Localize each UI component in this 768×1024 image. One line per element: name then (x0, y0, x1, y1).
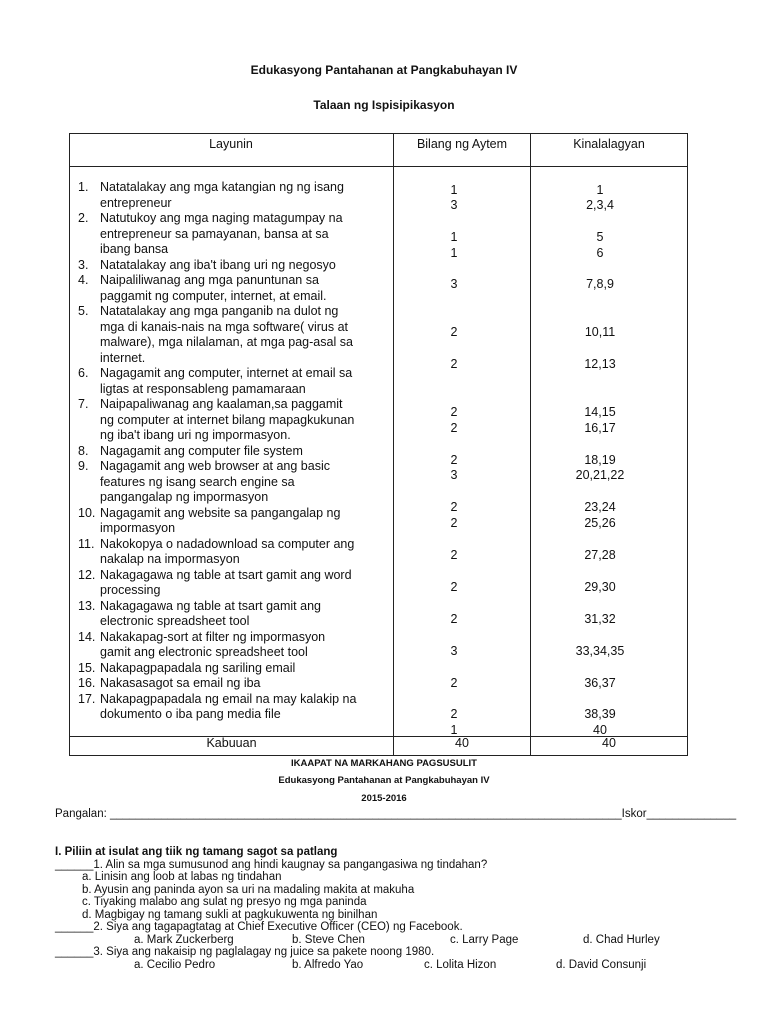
objective-text-line: mga di kanais-nais na mga software( virus at (100, 319, 349, 334)
objective-item (78, 661, 396, 677)
question-2-choice-c: c. Larry Page (450, 934, 519, 946)
question-3-choice-b: b. Alfredo Yao (292, 959, 364, 971)
objective-number: 10. (78, 505, 96, 520)
objective-item (78, 676, 396, 692)
question-2-choice-b: b. Steve Chen (292, 934, 365, 946)
item-count: 3 (450, 277, 458, 291)
objective-text-line: Nagagamit ang computer file system (100, 443, 303, 458)
objective-number: 14. (78, 629, 96, 644)
column-header-layunin: Layunin (209, 137, 253, 151)
item-location: 23,24 (584, 500, 616, 514)
objective-text-line: electronic spreadsheet tool (100, 614, 250, 628)
objective-number: 9. (78, 459, 89, 473)
table-border-right (687, 133, 688, 756)
objective-text-line: processing (100, 583, 161, 597)
objective-number: 13. (78, 598, 96, 613)
question-3-choice-c: c. Lolita Hizon (424, 959, 497, 971)
question-2-choice-a: a. Mark Zuckerberg (134, 934, 234, 946)
objective-item (78, 537, 396, 568)
objective-item (78, 444, 396, 460)
item-location: 31,32 (584, 612, 616, 626)
question-2: ______2. Siya ang tagapagtatag at Chief Executive Officer (CEO) ng Facebook. (55, 921, 463, 933)
item-count: 3 (450, 468, 458, 482)
objective-number: 6. (78, 366, 89, 380)
item-location: 40 (593, 723, 607, 737)
objective-item (78, 692, 396, 723)
table-border-top (69, 133, 688, 134)
objective-number: 16. (78, 676, 96, 690)
item-count: 3 (450, 198, 458, 212)
exam-subject: Edukasyong Pantahanan at Pangkabuhayan IV (278, 775, 490, 786)
item-count: 2 (450, 707, 458, 721)
item-count: 3 (450, 644, 458, 658)
objective-text-line: ng iba't ibang uri ng impormasyon. (100, 428, 291, 442)
objective-item (78, 459, 396, 506)
document-subtitle: Talaan ng Ispisipikasyon (313, 98, 455, 112)
item-count: 1 (450, 183, 458, 197)
objective-text-line: entrepreneur (100, 195, 172, 210)
item-count: 2 (450, 405, 458, 419)
item-count: 2 (450, 453, 458, 467)
objective-item (78, 304, 396, 366)
objective-text-line: Nakapagpapadala ng email na may kalakip na (100, 691, 357, 706)
item-location: 10,11 (584, 325, 616, 339)
item-location: 18,19 (584, 453, 616, 467)
item-count: 1 (450, 723, 458, 737)
objective-text-line: Nagagamit ang website sa pangangalap ng (100, 505, 341, 520)
item-location: 6 (596, 246, 604, 260)
objective-text-line: ligtas at responsableng pamamaraan (100, 381, 306, 396)
item-location: 16,17 (584, 421, 616, 435)
question-3-choice-a: a. Cecilio Pedro (134, 959, 216, 971)
objective-text-line: paggamit ng computer, internet, at email. (100, 288, 327, 303)
objective-text-line: nakalap na impormasyon (100, 552, 240, 566)
exam-heading: IKAAPAT NA MARKAHANG PAGSUSULIT (291, 758, 477, 769)
item-location: 33,34,35 (575, 644, 625, 658)
table-header-divider (69, 166, 688, 167)
objective-item (78, 506, 396, 537)
objective-item (78, 568, 396, 599)
objective-number: 3. (78, 257, 89, 272)
item-location: 1 (596, 183, 604, 197)
column-header-kinalalagyan: Kinalalagyan (573, 137, 645, 151)
table-col-divider-2 (530, 133, 531, 756)
objective-number: 7. (78, 397, 89, 411)
item-location: 25,26 (584, 516, 616, 530)
question-1-choice-b: b. Ayusin ang paninda ayon sa uri na madaling makita at makuha (82, 884, 415, 896)
total-location: 40 (602, 736, 616, 750)
objective-text-line: malware), mga nilalaman, at mga pag-asal sa (100, 335, 353, 349)
document-title: Edukasyong Pantahanan at Pangkabuhayan IV (250, 63, 518, 77)
objective-number: 11. (78, 536, 95, 551)
item-location: 5 (596, 230, 604, 244)
item-location: 36,37 (584, 676, 616, 690)
item-location: 2,3,4 (586, 198, 614, 212)
objective-text-line: impormasyon (100, 521, 176, 535)
objective-text-line: Nakapagpapadala ng sariling email (100, 660, 296, 675)
objective-text-line: Nagagamit ang computer, internet at email sa (100, 366, 353, 380)
objective-text-line: pangangalap ng impormasyon (100, 490, 269, 504)
item-count: 2 (450, 612, 458, 626)
objective-item (78, 630, 396, 661)
objective-text-line: entrepreneur sa pamayanan, bansa at sa (100, 226, 329, 241)
question-1-choice-c: c. Tiyaking malabo ang sulat ng presyo ng mga paninda (82, 896, 367, 908)
item-count: 1 (450, 246, 458, 260)
section-instruction: I. Piliin at isulat ang tiik ng tamang sagot sa patlang (55, 846, 338, 858)
objective-text-line: Naipapaliwanag ang kaalaman,sa paggamit (100, 397, 343, 411)
exam-year: 2015-2016 (361, 793, 407, 804)
item-location: 7,8,9 (586, 277, 614, 291)
objective-text-line: Natatalakay ang mga katangian ng ng isang (100, 180, 344, 194)
objective-text-line: Nakagagawa ng table at tsart gamit ang word (100, 567, 352, 582)
item-count: 2 (450, 500, 458, 514)
total-label: Kabuuan (206, 736, 257, 750)
objective-text-line: Nakakapag-sort at filter ng impormasyon (100, 629, 326, 644)
objective-number: 8. (78, 443, 89, 458)
item-location: 12,13 (584, 357, 616, 371)
question-3-choice-d: d. David Consunji (556, 959, 647, 971)
objective-number: 12. (78, 567, 96, 582)
question-1-choice-a: a. Linisin ang loob at labas ng tindahan (82, 871, 282, 883)
item-count: 2 (450, 548, 458, 562)
objective-text-line: Nagagamit ang web browser at ang basic (100, 459, 330, 473)
item-location: 29,30 (584, 580, 616, 594)
objective-text-line: Natatalakay ang iba't ibang uri ng negosyo (100, 257, 336, 272)
objective-item (78, 211, 396, 258)
objective-item (78, 180, 396, 211)
objective-text-line: ibang bansa (100, 242, 169, 256)
objective-item (78, 366, 396, 397)
item-location: 14,15 (584, 405, 616, 419)
objective-text-line: ng computer at internet bilang mapagkukunan (100, 412, 355, 427)
item-count: 1 (450, 230, 458, 244)
item-count: 2 (450, 357, 458, 371)
question-2-choice-d: d. Chad Hurley (583, 934, 660, 946)
objective-number: 5. (78, 304, 89, 318)
item-location: 27,28 (584, 548, 616, 562)
objective-number: 15. (78, 660, 96, 675)
objective-number: 1. (78, 180, 89, 194)
total-count: 40 (455, 736, 469, 750)
item-count: 2 (450, 580, 458, 594)
objective-item (78, 258, 396, 274)
objectives-list (78, 180, 396, 723)
question-3: ______3. Siya ang nakaisip ng paglalagay ng juice sa pakete noong 1980. (55, 946, 435, 958)
objective-item (78, 273, 396, 304)
item-count: 2 (450, 516, 458, 530)
objective-number: 17. (78, 691, 96, 706)
objective-text-line: Nakokopya o nadadownload sa computer ang (100, 536, 355, 551)
table-border-bottom (69, 755, 688, 756)
item-count: 2 (450, 676, 458, 690)
name-score-line: Pangalan: ________________________________________________________________________________Iskor______________ (55, 808, 737, 820)
objective-text-line: Natutukoy ang mga naging matagumpay na (100, 211, 343, 225)
item-count: 2 (450, 325, 458, 339)
objective-text-line: features ng isang search engine sa (100, 474, 295, 489)
objective-text-line: internet. (100, 350, 146, 365)
objective-item (78, 397, 396, 444)
table-border-left (69, 133, 70, 756)
objective-text-line: Nakasasagot sa email ng iba (100, 676, 261, 690)
question-1-choice-d: d. Magbigay ng tamang sukli at pagkukuwenta ng binilhan (82, 909, 378, 921)
objective-item (78, 599, 396, 630)
objective-text-line: dokumento o iba pang media file (100, 707, 281, 721)
question-1: ______1. Alin sa mga sumusunod ang hindi kaugnay sa pangangasiwa ng tindahan? (55, 859, 488, 871)
objective-text-line: gamit ang electronic spreadsheet tool (100, 645, 308, 659)
objective-number: 2. (78, 211, 89, 225)
item-count: 2 (450, 421, 458, 435)
objective-number: 4. (78, 273, 89, 287)
item-location: 20,21,22 (575, 468, 625, 482)
objective-text-line: Naipaliliwanag ang mga panuntunan sa (100, 273, 319, 287)
objective-text-line: Natatalakay ang mga panganib na dulot ng (100, 304, 339, 318)
column-header-bilang: Bilang ng Aytem (416, 137, 508, 151)
objective-text-line: Nakagagawa ng table at tsart gamit ang (100, 598, 321, 613)
item-location: 38,39 (584, 707, 616, 721)
